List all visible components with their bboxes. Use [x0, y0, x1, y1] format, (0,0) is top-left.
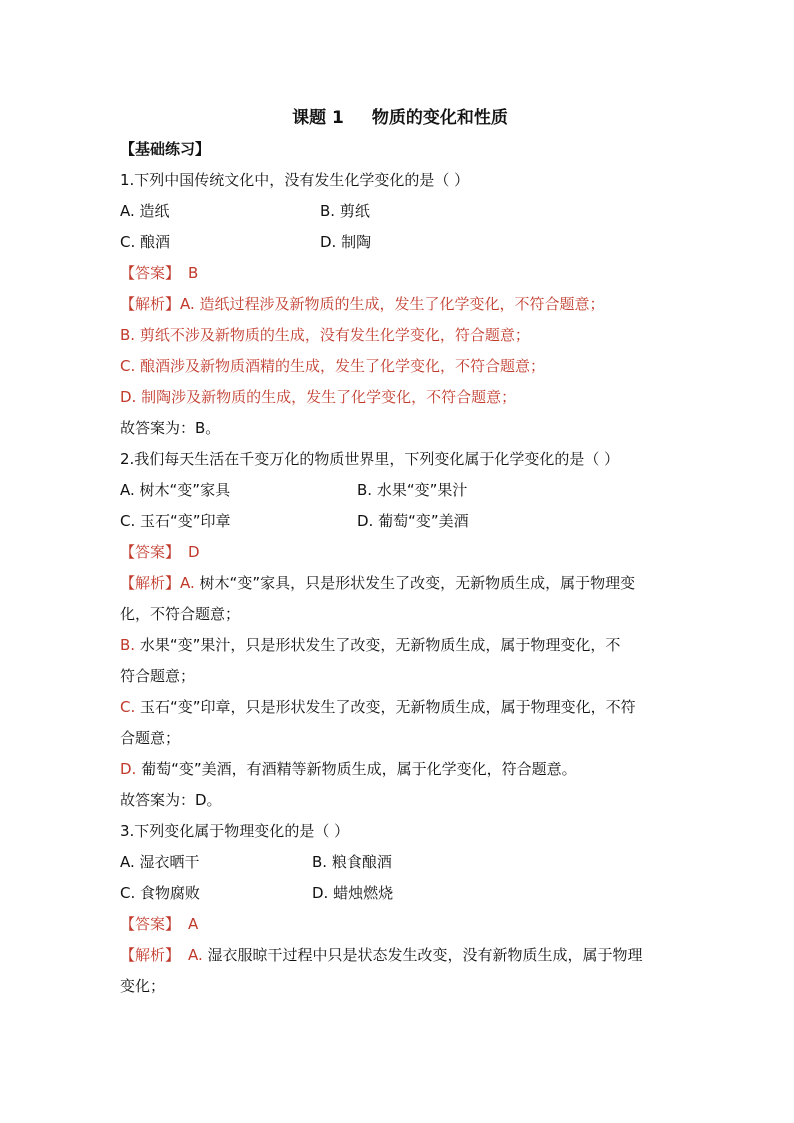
- option-letter: C.: [120, 698, 136, 716]
- q1-options-row-1: [120, 196, 680, 227]
- q2-analysis-text-1: A. 树木“变”家具，只是形状发生了改变，无新物质生成，属于物理变: [180, 574, 636, 592]
- title-number: 课题 1: [292, 108, 344, 128]
- option-letter: A.: [188, 946, 203, 964]
- q1-options-row-2: [120, 227, 680, 258]
- q1-analysis-3: C. 酿酒涉及新物质酒精的生成，发生了化学变化，不符合题意；: [120, 357, 546, 375]
- q1-answer-value: B: [188, 264, 199, 282]
- q2-answer-value: D: [188, 543, 200, 561]
- q2-analysis-1: [120, 568, 680, 599]
- q2-analysis-3: C. 玉石“变”印章，只是形状发生了改变，无新物质生成，属于物理变化，不符: [120, 698, 636, 716]
- q2-analysis-2b: 符合题意；: [120, 667, 196, 685]
- q3-analysis-1: [120, 940, 680, 971]
- q1-answer-label: 【答案】: [120, 264, 181, 282]
- q2-answer: [120, 537, 680, 568]
- q1-option-c: C. 酿酒: [120, 233, 171, 251]
- q3-stem: 3.下列变化属于物理变化的是（ ）: [120, 822, 350, 840]
- option-letter: A.: [180, 574, 195, 592]
- q2-option-a: A. 树木“变”家具: [120, 481, 231, 499]
- option-letter: B.: [120, 636, 136, 654]
- q3-option-c: C. 食物腐败: [120, 884, 201, 902]
- q3-option-a: A. 湿衣晒干: [120, 853, 200, 871]
- q2-answer-label: 【答案】: [120, 543, 181, 561]
- q1-analysis-2: B. 剪纸不涉及新物质的生成，没有发生化学变化，符合题意；: [120, 326, 530, 344]
- section-heading: 【基础练习】: [120, 140, 211, 158]
- q1-answer: [120, 258, 680, 289]
- q2-analysis-4: D. 葡萄“变”美酒，有酒精等新物质生成，属于化学变化，符合题意。: [120, 760, 577, 778]
- q3-analysis-label: 【解析】: [120, 946, 181, 964]
- title-text: 物质的变化和性质: [371, 108, 508, 128]
- q3-analysis-1b: 变化；: [120, 977, 166, 995]
- q1-stem: 1.下列中国传统文化中，没有发生化学变化的是（ ）: [120, 171, 470, 189]
- q1-analysis-label: 【解析】: [120, 295, 181, 313]
- q2-options-row-1: [120, 475, 680, 506]
- q1-option-a: A. 造纸: [120, 202, 170, 220]
- q2-conclusion: 故答案为：D。: [120, 791, 222, 809]
- q3-answer: [120, 909, 680, 940]
- q2-analysis-2: [120, 630, 680, 661]
- q3-answer-value: A: [188, 915, 199, 933]
- q3-options-row-1: [120, 847, 680, 878]
- q2-analysis-text-2: B. 水果“变”果汁，只是形状发生了改变，无新物质生成，属于物理变化，不: [120, 636, 621, 654]
- q3-analysis-text-1: A. 湿衣服晾干过程中只是状态发生改变，没有新物质生成，属于物理: [188, 946, 643, 964]
- option-letter: D.: [120, 760, 137, 778]
- page-title: [120, 102, 680, 134]
- q2-analysis-label: 【解析】: [120, 574, 181, 592]
- q2-option-b: B. 水果“变”果汁: [357, 481, 468, 499]
- q3-option-b: B. 粮食酿酒: [312, 853, 392, 871]
- q1-option-d: D. 制陶: [320, 233, 372, 251]
- q3-answer-label: 【答案】: [120, 915, 181, 933]
- q1-option-b: B. 剪纸: [320, 202, 370, 220]
- q1-analysis-text-1: A. 造纸过程涉及新物质的生成，发生了化学变化，不符合题意；: [180, 295, 605, 313]
- q1-analysis-4: D. 制陶涉及新物质的生成，发生了化学变化，不符合题意；: [120, 388, 517, 406]
- document-page: [120, 102, 680, 1002]
- q2-analysis-3b: 合题意；: [120, 729, 181, 747]
- q3-options-row-2: [120, 878, 680, 909]
- q2-analysis-1b: 化，不符合题意；: [120, 605, 241, 623]
- q2-option-c: C. 玉石“变”印章: [120, 512, 231, 530]
- q3-option-d: D. 蜡烛燃烧: [312, 884, 394, 902]
- q1-analysis-1: [120, 289, 680, 320]
- q2-options-row-2: [120, 506, 680, 537]
- q2-option-d: D. 葡萄“变”美酒: [357, 512, 469, 530]
- q2-stem: 2.我们每天生活在千变万化的物质世界里，下列变化属于化学变化的是（ ）: [120, 450, 620, 468]
- q1-conclusion: 故答案为：B。: [120, 419, 221, 437]
